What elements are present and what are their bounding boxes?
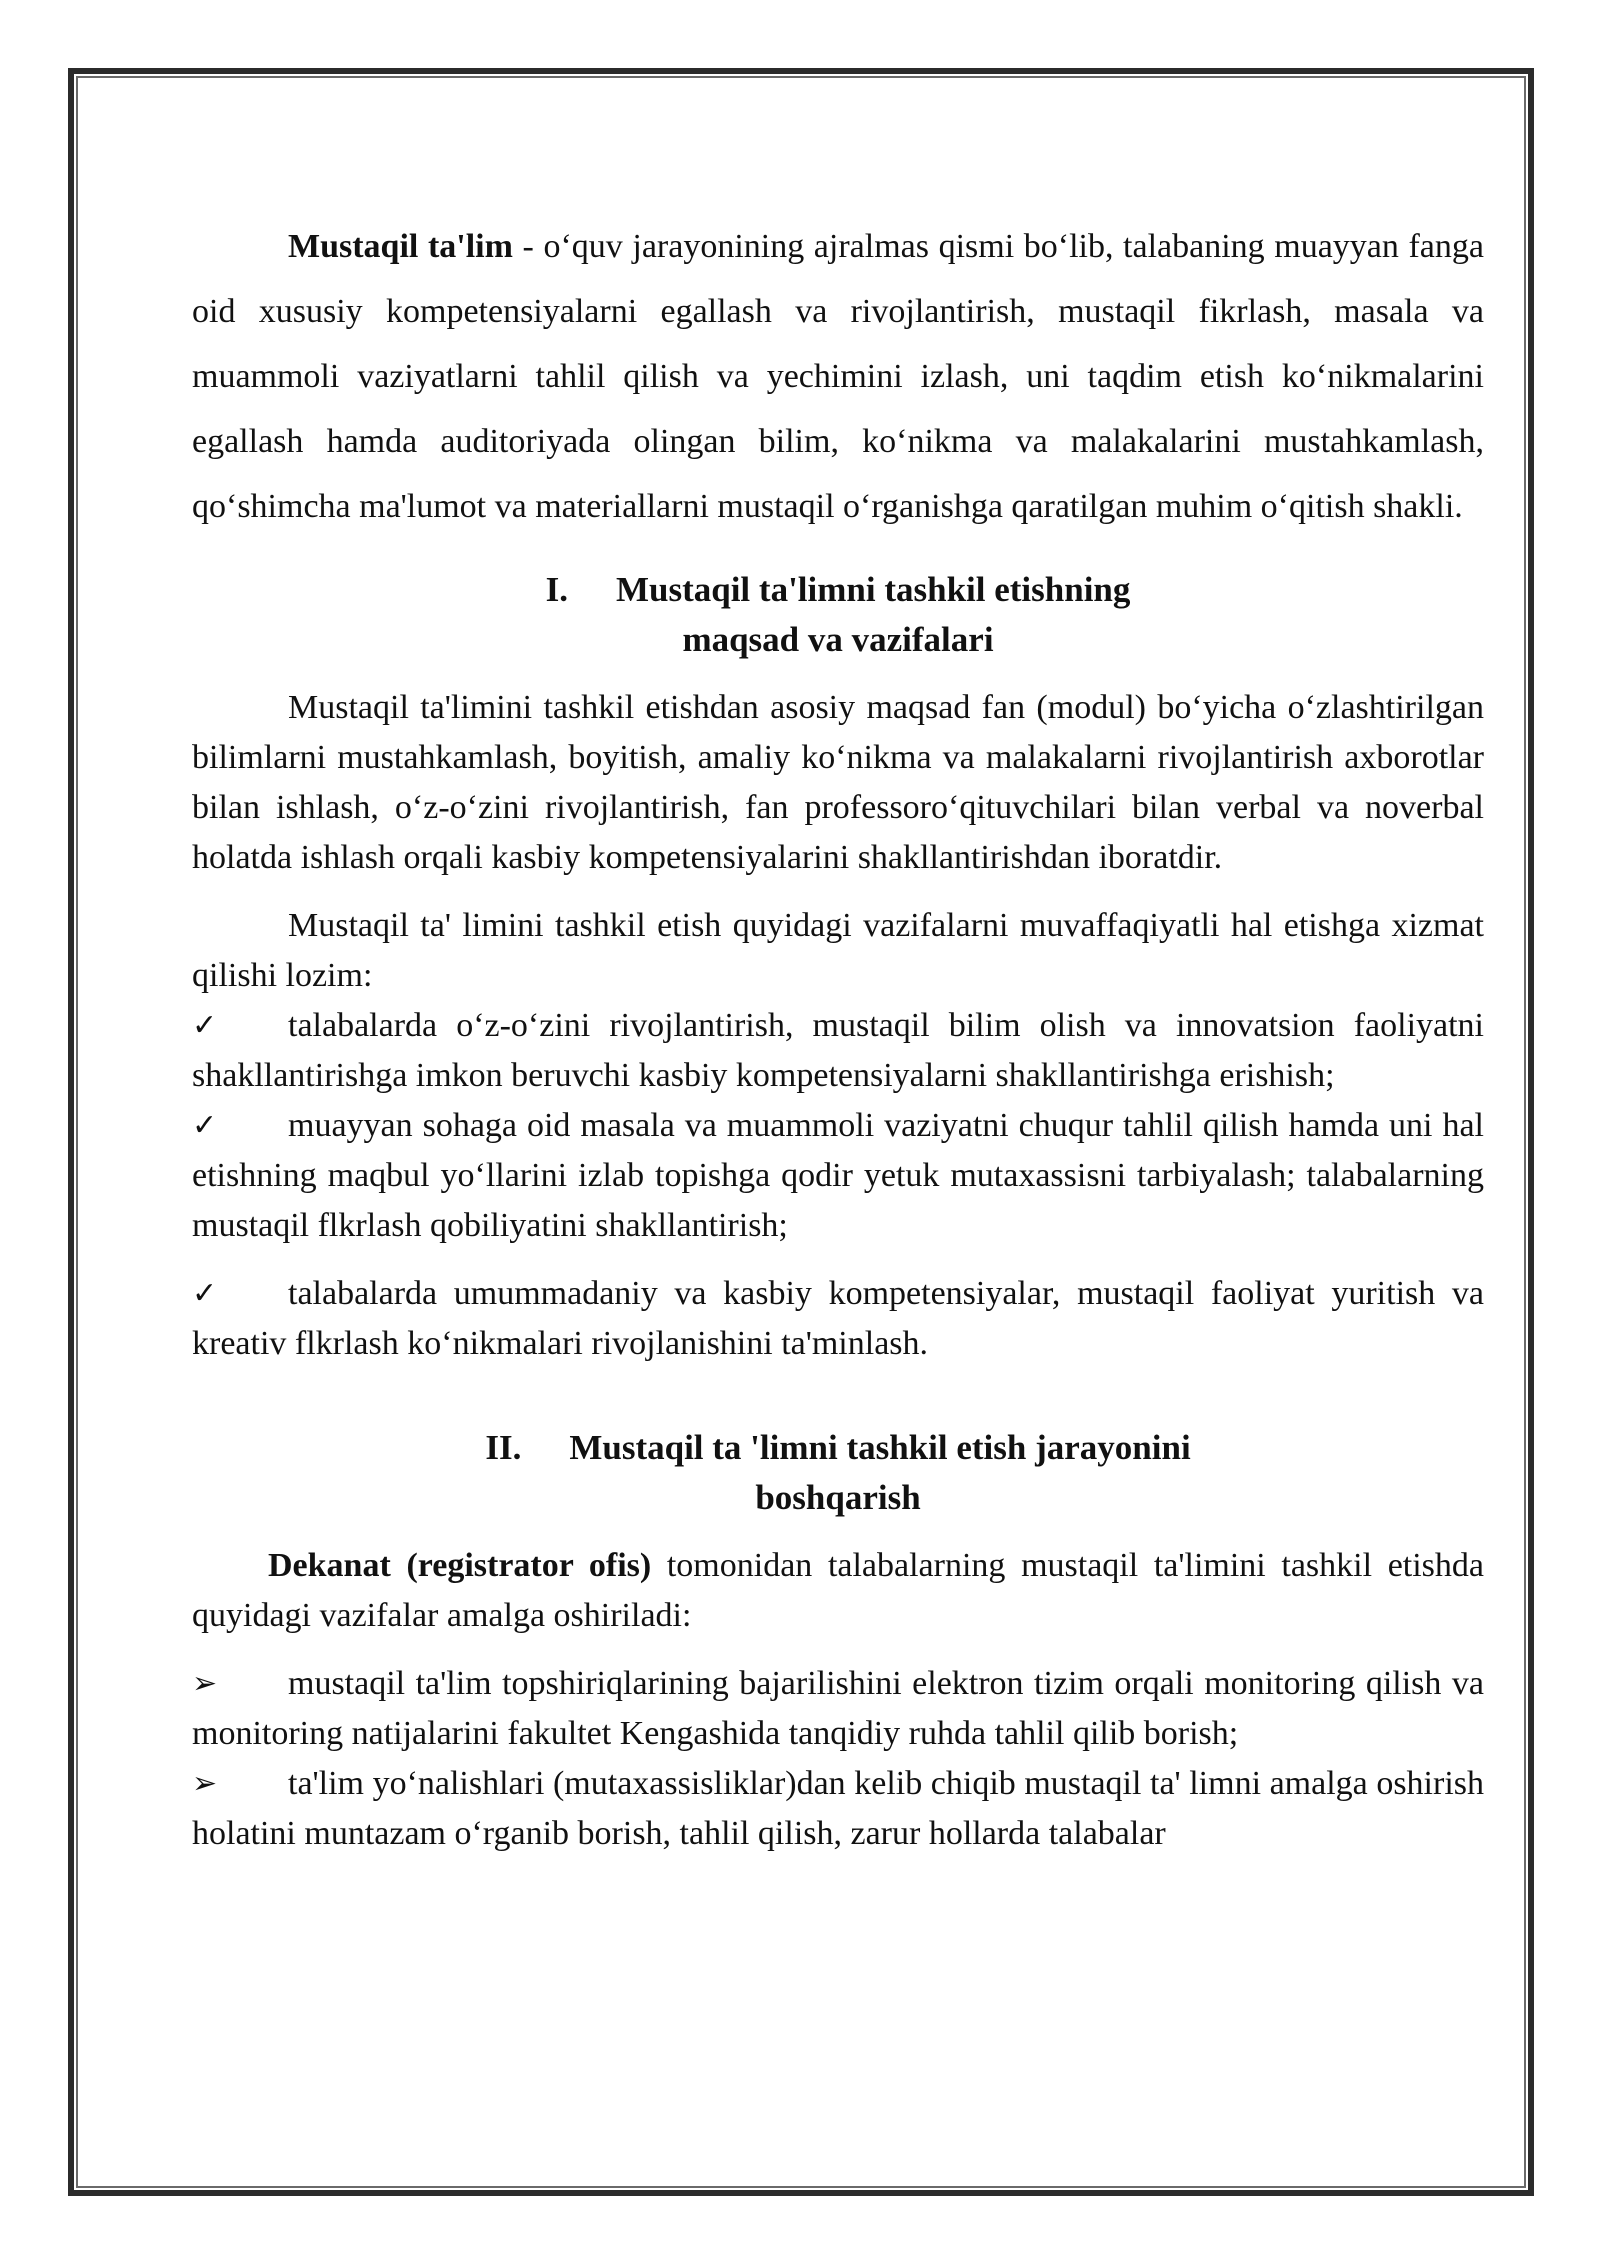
section1-bullet-1 — [192, 1001, 1484, 1101]
section2-bullet-1 — [192, 1659, 1484, 1759]
bullet-text: muayyan sohaga oid masala va muammoli vaziyatni chuqur tahlil qilish hamda uni hal etishning maqbul yo‘llarini izlab topishga qodir yetuk mutaxassisni tarbiyalash; talabalarning mustaqil flkrlash qobiliyatini shakllantirish; — [192, 1107, 1484, 1244]
bullet-text: ta'lim yo‘nalishlari (mutaxassisliklar)dan kelib chiqib mustaqil ta' limni amalga oshirish holatini muntazam o‘rganib borish, tahlil qilish, zarur hollarda talabalar — [192, 1765, 1484, 1852]
section2-title-line1: Mustaqil ta 'limni tashkil etish jarayonini — [569, 1428, 1191, 1467]
section2-lead-bold: Dekanat (registrator ofis) — [268, 1547, 652, 1584]
intro-text: - o‘quv jarayonining ajralmas qismi bo‘lib, talabaning muayyan fanga oid xususiy kompetensiyalarni egallash va rivojlantirish, mustaqil fikrlash, masala va muammoli vaziyatlarni tahlil qilish va yechimini izlash, uni taqdim etish ko‘nikmalarini egallash hamda auditoriyada olingan bilim, ko‘nikma va malakalarini mustahkamlash, qo‘shimcha ma'lumot va materiallarni mustaqil o‘rganishga qaratilgan muhim o‘qitish shakli. — [192, 228, 1484, 525]
section1-number: I. — [545, 570, 568, 609]
section2-bullet-2 — [192, 1759, 1484, 1859]
intro-paragraph — [192, 214, 1484, 539]
section2-number: II. — [485, 1428, 522, 1467]
check-icon: ✓ — [192, 1276, 218, 1311]
arrow-bullet-icon: ➢ — [192, 1766, 218, 1801]
section1-paragraph1: Mustaqil ta'limini tashkil etishdan asosiy maqsad fan (modul) bo‘yicha o‘zlashtirilgan bilimlarni mustahkamlash, boyitish, amaliy ko‘nikma va malakalarni rivojlantirish axborotlar bilan ishlash, o‘z-o‘zini rivojlantirish, fan professoro‘qituvchilari bilan verbal va noverbal holatda ishlash orqali kasbiy kompetensiyalarini shakllantirishdan iboratdir. — [192, 689, 1484, 876]
check-icon: ✓ — [192, 1108, 218, 1143]
section1-bullet-2 — [192, 1101, 1484, 1251]
check-icon: ✓ — [192, 1008, 218, 1043]
document-body — [192, 214, 1484, 1859]
bullet-text: mustaqil ta'lim topshiriqlarining bajarilishini elektron tizim orqali monitoring qilish va monitoring natijalarini fakultet Kengashida tanqidiy ruhda tahlil qilib borish; — [192, 1665, 1484, 1752]
bullet-text: talabalarda umummadaniy va kasbiy kompetensiyalar, mustaqil faoliyat yuritish va kreativ flkrlash ko‘nikmalari rivojlanishini ta'minlash. — [192, 1275, 1484, 1362]
bullet-text: talabalarda o‘z-o‘zini rivojlantirish, mustaqil bilim olish va innovatsion faoliyatni shakllantirishga imkon beruvchi kasbiy kompetensiyalarni shakllantirishga erishish; — [192, 1007, 1484, 1094]
section1-paragraph2: Mustaqil ta' limini tashkil etish quyidagi vazifalarni muvaffaqiyatli hal etishga xizmat qilishi lozim: — [192, 907, 1484, 994]
section1-bullet-3 — [192, 1269, 1484, 1369]
section1-title-line2: maqsad va vazifalari — [682, 620, 994, 659]
section2-lead-paragraph — [192, 1541, 1484, 1641]
section1-title-line1: Mustaqil ta'limni tashkil etishning — [615, 570, 1131, 609]
section2-title-line2: boshqarish — [755, 1478, 921, 1517]
intro-term: Mustaqil ta'lim — [288, 228, 513, 265]
section2-heading — [192, 1423, 1484, 1523]
section1-heading — [192, 565, 1484, 665]
arrow-bullet-icon: ➢ — [192, 1666, 218, 1701]
section2-lead-text: tomonidan talabalarning mustaqil ta'limini tashkil etishda quyidagi vazifalar amalga oshiriladi: — [192, 1547, 1484, 1634]
